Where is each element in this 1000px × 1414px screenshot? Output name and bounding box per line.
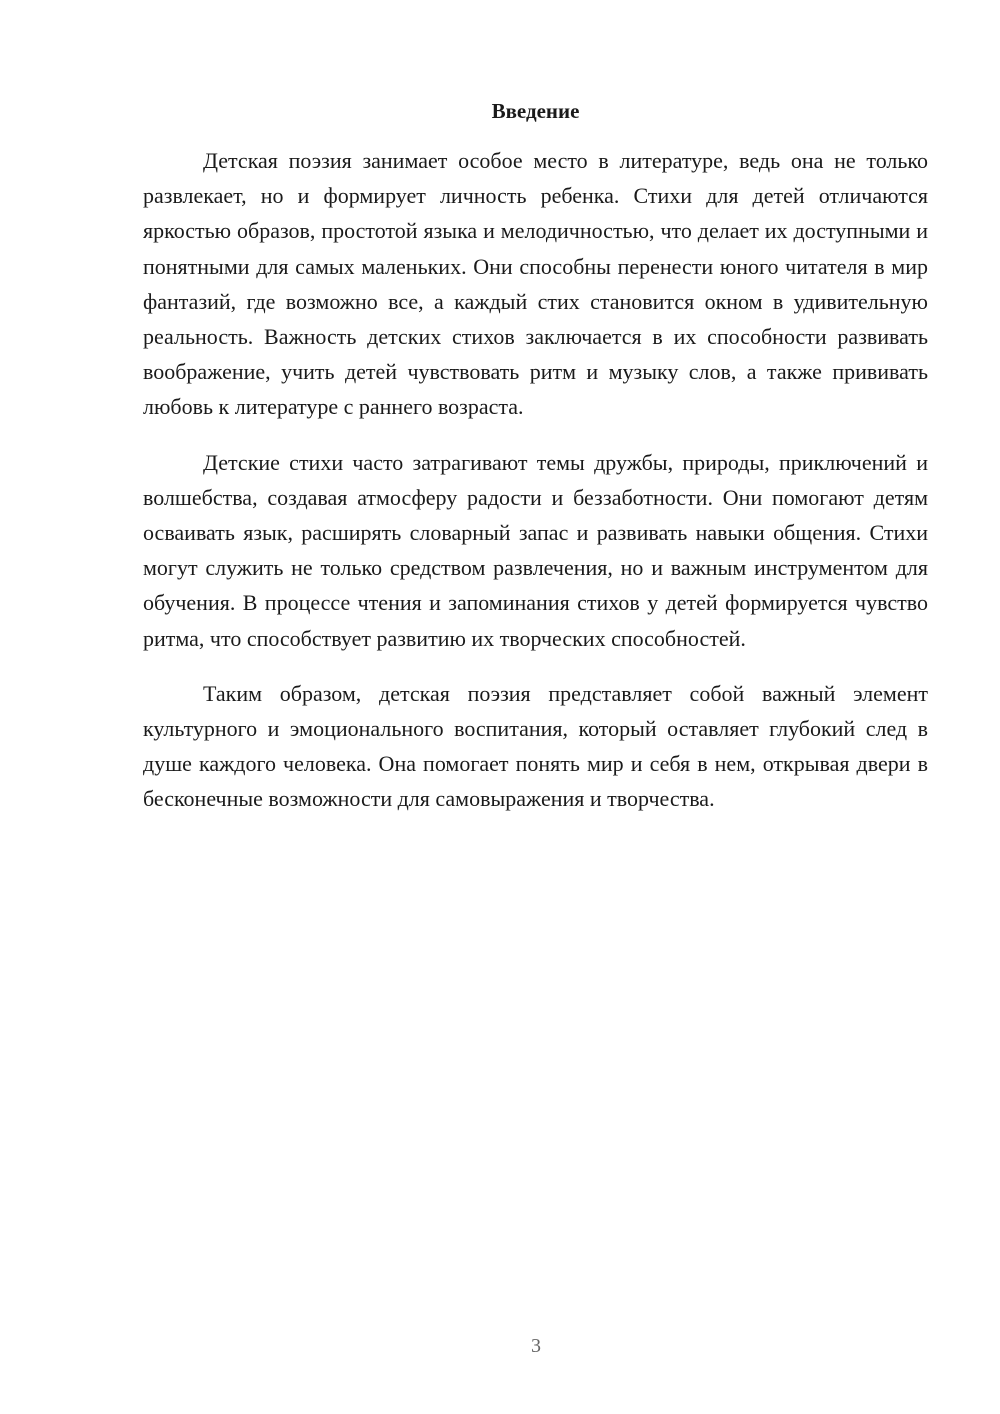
paragraph-1: Детская поэзия занимает особое место в литературе, ведь она не только развлекает, но и формирует личность ребенка. Стихи для детей отличаются яркостью образов, простотой языка и мелодичностью, что делает их доступными и понятными для самых маленьких. Они способны перенести юного читателя в мир фантазий, где возможно все, а каждый стих становится окном в удивительную реальность. Важность детских стихов заключается в их способности развивать воображение, учить детей чувствовать ритм и музыку слов, а также прививать любовь к литературе с раннего возраста. (143, 148, 928, 420)
paragraph-2: Детские стихи часто затрагивают темы дружбы, природы, приключений и волшебства, создавая атмосферу радости и беззаботности. Они помогают детям осваивать язык, расширять словарный запас и развивать навыки общения. Стихи могут служить не только средством развлечения, но и важным инструментом для обучения. В процессе чтения и запоминания стихов у детей формируется чувство ритма, что способствует развитию их творческих способностей. (143, 449, 928, 651)
paragraph-3: Таким образом, детская поэзия представляет собой важный элемент культурного и эмоционального воспитания, который оставляет глубокий след в душе каждого человека. Она помогает понять мир и себя в нем, открывая двери в бесконечные возможности для самовыражения и творчества. (143, 680, 928, 812)
body-text (143, 143, 928, 837)
page-number: 3 (531, 1335, 541, 1357)
section-heading: Введение (491, 99, 580, 123)
